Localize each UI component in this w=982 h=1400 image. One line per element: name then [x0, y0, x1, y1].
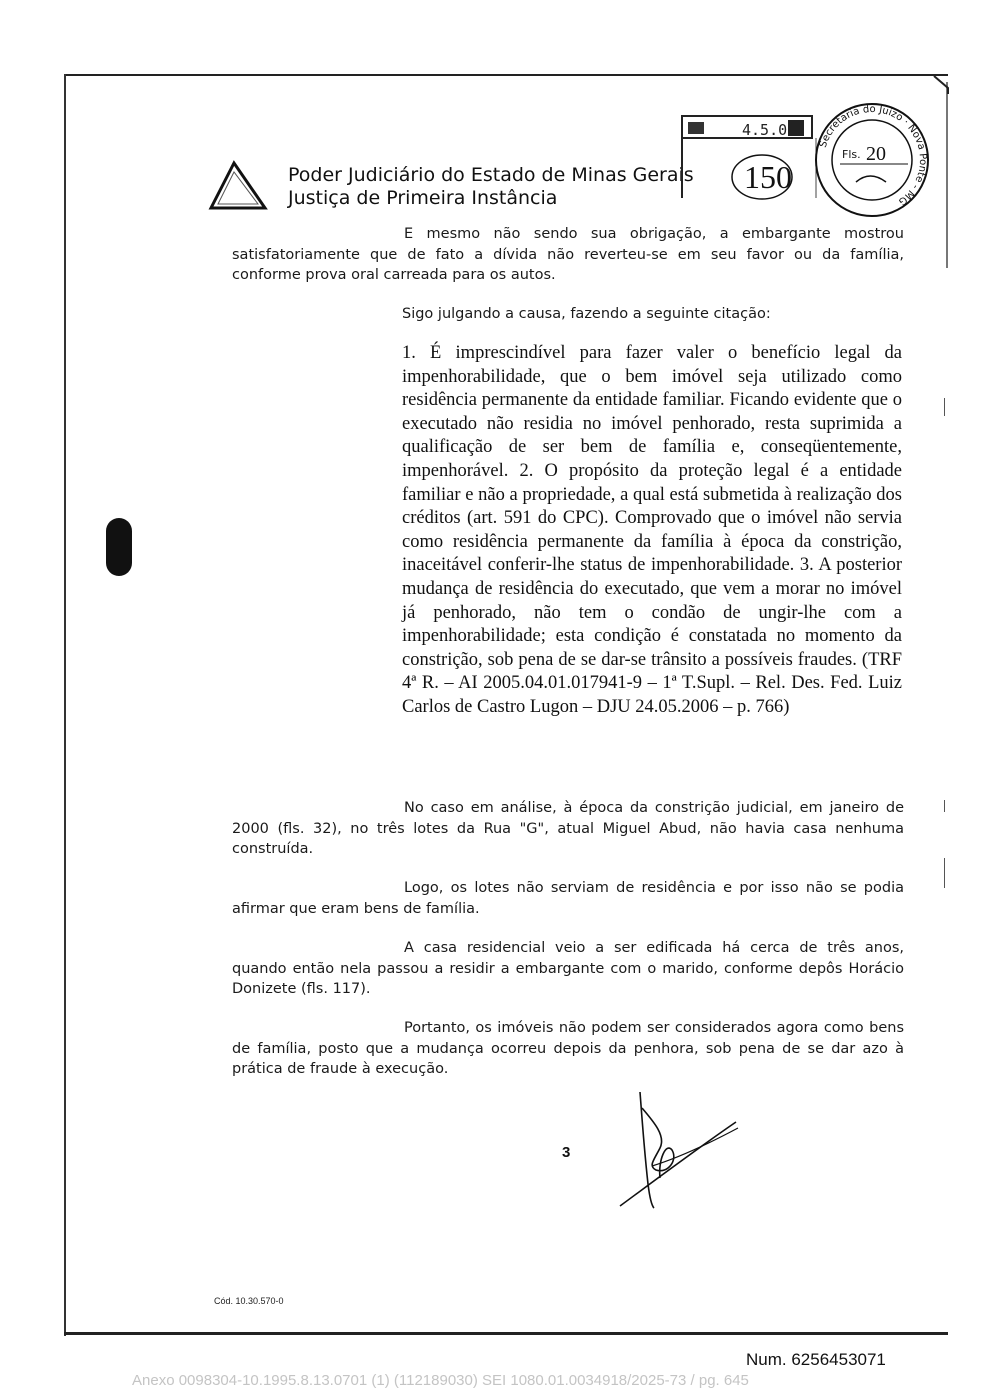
- scan-mark: [944, 858, 945, 888]
- svg-text:Fls.: Fls.: [842, 148, 861, 161]
- paragraph-citation-intro: Sigo julgando a causa, fazendo a seguinte citação:: [402, 306, 771, 322]
- secretariat-seal: [812, 100, 932, 220]
- court-name: Poder Judiciário do Estado de Minas Gerais: [288, 164, 694, 186]
- court-division: Justiça de Primeira Instância: [288, 187, 558, 209]
- scan-mark: [944, 398, 945, 416]
- annex-reference: Anexo 0098304-10.1995.8.13.0701 (1) (112189030) SEI 1080.01.0034918/2025-73 / pg. 645: [132, 1372, 749, 1389]
- svg-text:Secretaria do Juízo · Nova Pon: Secretaria do Juízo · Nova Ponte - MG: [817, 103, 929, 207]
- svg-text:4.5.0: 4.5.0: [742, 121, 788, 139]
- jurisprudence-citation: 1. É imprescindível para fazer valer o benefício legal da impenhorabilidade, que o bem imóvel seja utilizado como residência permanente da entidade familiar. Ficando evidente que o executado não residia no imóvel penhorado, resta suprimida a qualificação de ser bem de família e, conseqüentemente, impenhorável. 2. O propósito da proteção legal é a entidade familiar e não a propriedade, a qual está submetida à realização dos créditos (art. 591 do CPC). Comprovado que o imóvel não servia como residência permanente da família à época da constrição, inaceitável conferir-lhe status de impenhorabilidade. 3. A posterior mudança de residência do executado, que vem a morar no imóvel já penhorado, não tem o condão de ungir-lhe com a impenhorabilidade; esta condição é constatada no momento da constrição, sob pena de se dar-se trânsito a possíveis fraudes. (TRF 4ª R. – AI 2005.04.01.017941-9 – 1ª T.Supl. – Rel. Des. Fed. Luiz Carlos de Castro Lugon – DJU 24.05.2006 – p. 766): [402, 343, 902, 717]
- handwritten-signature: [608, 1088, 758, 1218]
- folio-stamp: [676, 108, 826, 208]
- paragraph-oral-proof: E mesmo não sendo sua obrigação, a embargante mostrou satisfatoriamente que de fato a dívida não reverteu-se em seu favor ou da família, conforme prova oral carreada para os autos.: [232, 226, 904, 283]
- page-frame-top: [64, 74, 948, 76]
- page-frame-left: [64, 74, 66, 1336]
- svg-text:150: 150: [744, 159, 792, 195]
- page-frame-bottom: [64, 1332, 948, 1335]
- page-number: 3: [562, 1144, 571, 1161]
- paragraph-final-conclusion: Portanto, os imóveis não podem ser considerados agora como bens de família, posto que a mudança ocorreu depois da penhora, sob pena de se dar azo à prática de fraude à execução.: [232, 1020, 904, 1077]
- page-frame-right: [946, 82, 948, 268]
- court-logo-icon: [208, 160, 268, 212]
- paragraph-lots-conclusion: Logo, os lotes não serviam de residência e por isso não se podia afirmar que eram bens de família.: [232, 880, 904, 917]
- svg-text:20: 20: [866, 143, 886, 165]
- paragraph-case-analysis: No caso em análise, à época da constrição judicial, em janeiro de 2000 (fls. 32), no três lotes da Rua "G", atual Miguel Abud, não havia casa nenhuma construída.: [232, 800, 904, 857]
- document-number: Num. 6256453071: [746, 1350, 886, 1369]
- scan-mark: [944, 800, 945, 812]
- paragraph-house-built: A casa residencial veio a ser edificada há cerca de três anos, quando então nela passou a residir a embargante com o marido, conforme depôs Horácio Donizete (fls. 117).: [232, 940, 904, 997]
- form-code: Cód. 10.30.570-0: [214, 1296, 284, 1306]
- punch-hole: [106, 518, 132, 576]
- corner-scan-mark: [932, 72, 952, 96]
